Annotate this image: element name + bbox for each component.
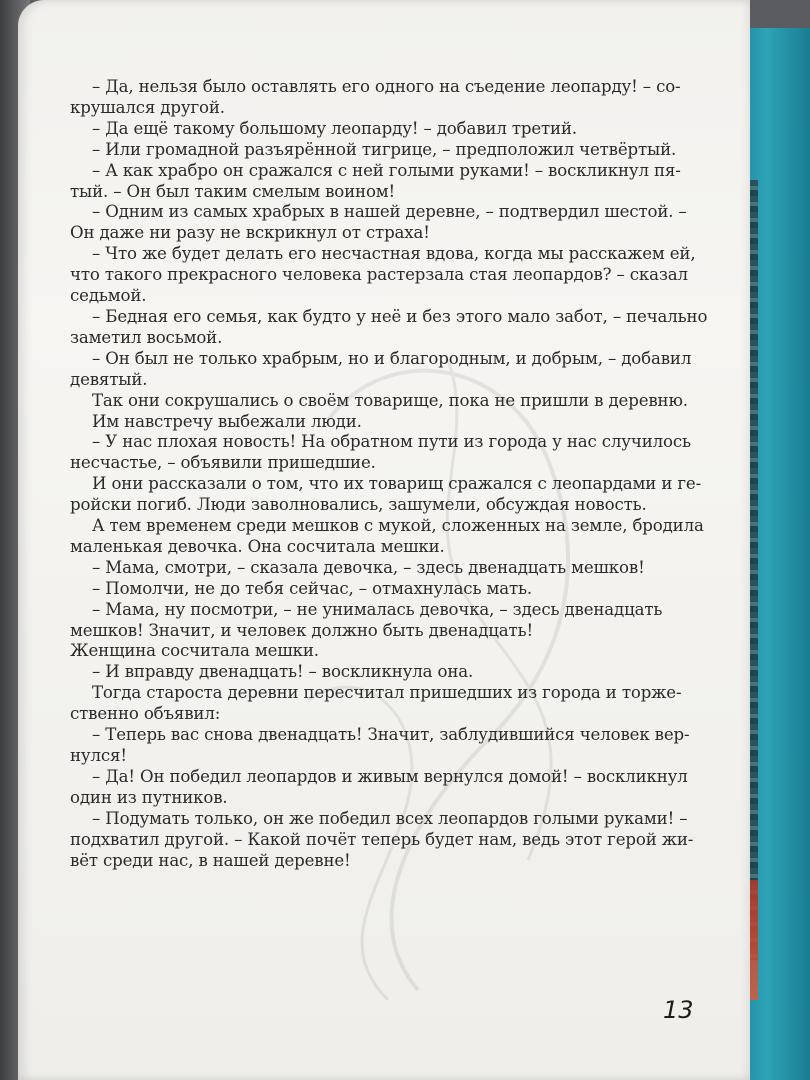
text-line: – Да ещё такому большому леопарду! – добавил третий. [92, 118, 577, 138]
text-line: Им навстречу выбежали люди. [92, 411, 362, 431]
text-line: – Да, нельзя было оставлять его одного на съедение леопарду! – со- [92, 77, 681, 96]
text-line: заметил восьмой. [70, 327, 223, 347]
text-line: – Одним из самых храбрых в нашей деревне, – подтвердил шестой. – [92, 202, 687, 222]
text-line: А тем временем среди мешков с мукой, сложенных на земле, бродила [92, 516, 704, 536]
text-line: – Мама, ну посмотри, – не унималась девочка, – здесь двенадцать [92, 599, 663, 619]
text-line: – У нас плохая новость! На обратном пути из города у нас случилось [92, 432, 691, 452]
text-line: ственно объявил: [70, 704, 221, 724]
story-text [70, 77, 708, 871]
text-line: ройски погиб. Люди заволновались, зашумели, обсуждая новость. [70, 495, 647, 515]
text-line: мешков! Значит, и человек должно быть двенадцать! [70, 620, 533, 640]
page-number: 13 [663, 996, 694, 1024]
text-line: – Что же будет делать его несчастная вдова, когда мы расскажем ей, [92, 244, 696, 264]
text-line: тый. – Он был таким смелым воином! [70, 181, 396, 201]
text-line: – А как храбро он сражался с ней голыми руками! – воскликнул пя- [92, 160, 681, 180]
text-line: Он даже ни разу не вскрикнул от страха! [70, 223, 430, 243]
text-line: несчастье, – объявили пришедшие. [70, 453, 376, 473]
text-line: Тогда староста деревни пересчитал пришедших из города и торже- [92, 683, 682, 703]
text-line: что такого прекрасного человека растерзала стая леопардов? – сказал [70, 265, 688, 285]
text-line: нулся! [70, 746, 127, 765]
text-line: девятый. [70, 369, 148, 389]
text-line: Так они сокрушались о своём товарище, пока не пришли в деревню. [92, 390, 688, 410]
text-line: – Бедная его семья, как будто у неё и без этого мало забот, – печально [92, 306, 708, 326]
text-line: – Он был не только храбрым, но и благородным, и добрым, – добавил [92, 348, 692, 368]
text-line: – Или громадной разъярённой тигрице, – предположил четвёртый. [92, 139, 677, 159]
text-line: подхватил другой. – Какой почёт теперь будет нам, ведь этот герой жи- [70, 829, 694, 849]
text-line: – И вправду двенадцать! – воскликнула она. [92, 662, 474, 682]
text-line: крушался другой. [70, 97, 225, 117]
text-line: один из путников. [70, 787, 228, 807]
text-line: маленькая девочка. Она сосчитала мешки. [70, 536, 445, 556]
text-line: – Теперь вас снова двенадцать! Значит, заблудившийся человек вер- [92, 725, 690, 745]
text-line: – Помолчи, не до тебя сейчас, – отмахнулась мать. [92, 578, 533, 598]
text-line: – Мама, смотри, – сказала девочка, – здесь двенадцать мешков! [92, 557, 645, 577]
text-line: – Подумать только, он же победил всех леопардов голыми руками! – [92, 808, 688, 828]
text-line: И они рассказали о том, что их товарищ сражался с леопардами и ге- [92, 474, 702, 494]
text-line: вёт среди нас, в нашей деревне! [70, 850, 351, 870]
text-line: – Да! Он победил леопардов и живым вернулся домой! – воскликнул [92, 766, 688, 786]
text-line: Женщина сосчитала мешки. [70, 641, 319, 661]
text-line: седьмой. [70, 286, 147, 306]
